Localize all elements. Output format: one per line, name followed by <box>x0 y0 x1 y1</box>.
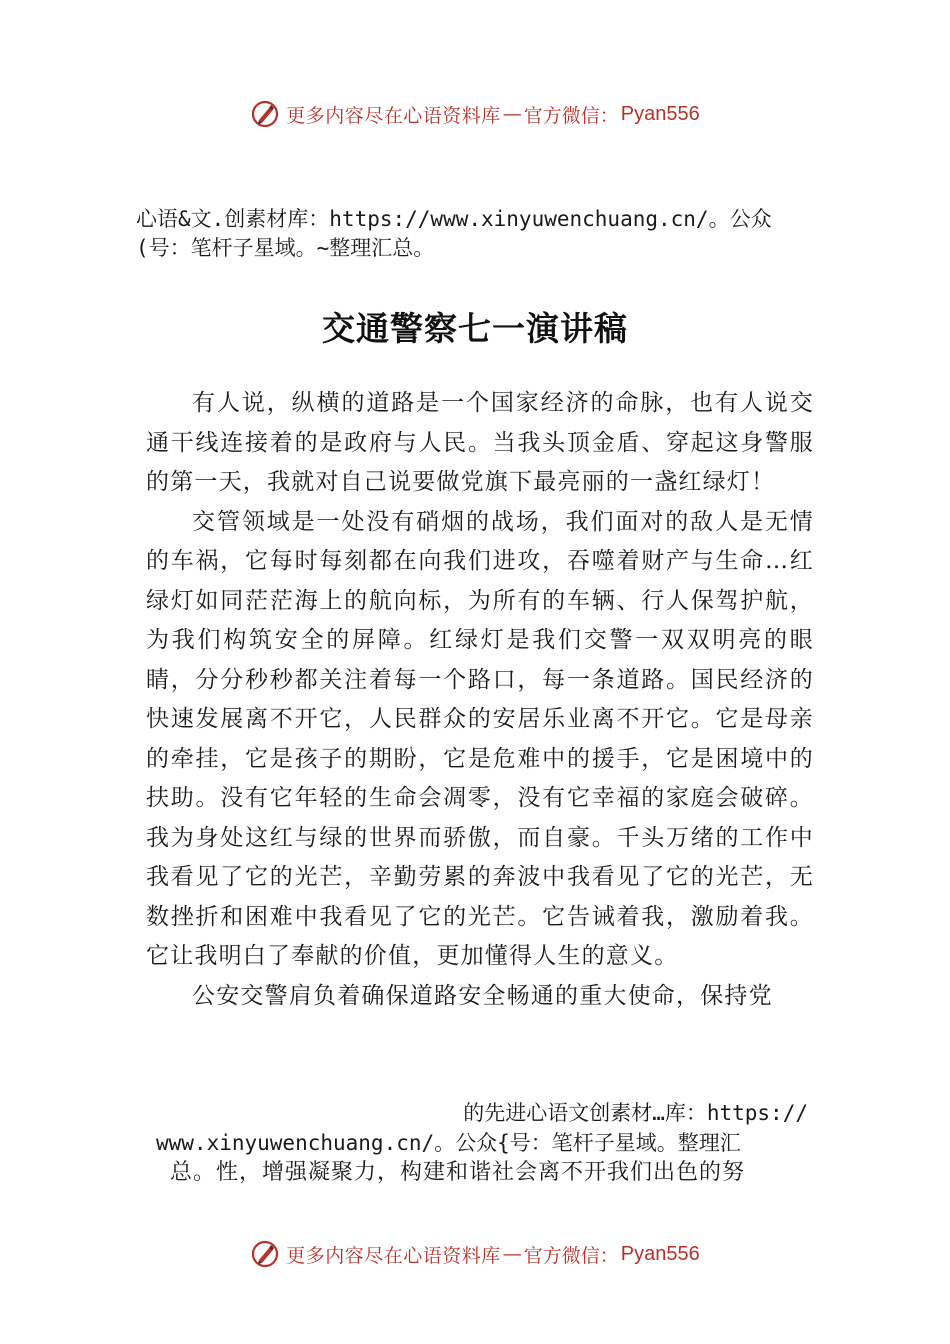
banner-separator: — <box>502 103 522 125</box>
document-title: 交通警察七一演讲稿 <box>322 309 628 348</box>
banner-slogan: 更多内容尽在心语资料库 <box>286 1244 501 1267</box>
pen-logo-icon <box>250 1239 280 1269</box>
pen-logo-icon <box>250 99 280 129</box>
document-body <box>146 384 814 1016</box>
banner-wechat-label: 官方微信： <box>523 104 619 127</box>
fragment-line: 的先进心语文创素材…库：https:// <box>463 1101 808 1125</box>
header-banner <box>0 94 950 134</box>
banner-separator: — <box>502 1243 522 1265</box>
source-note <box>136 205 836 263</box>
source-note-line: 心语&文.创素材库：https://www.xinyuwenchuang.cn/。公众 <box>136 207 772 231</box>
banner-wechat-id: Pyan556 <box>620 1242 700 1265</box>
paragraph: 交管领域是一处没有硝烟的战场，我们面对的敌人是无情的车祸，它每时每刻都在向我们进攻，吞噬着财产与生命…红绿灯如同茫茫海上的航向标，为所有的车辆、行人保驾护航，为我们构筑安全的屏障。红绿灯是我们交警一双双明亮的眼睛，分分秒秒都关注着每一个路口，每一条道路。国民经济的快速发展离不开它，人民群众的安居乐业离不开它。它是母亲的牵挂，它是孩子的期盼，它是危难中的援手，它是困境中的扶助。没有它年轻的生命会凋零，没有它幸福的家庭会破碎。我为身处这红与绿的世界而骄傲，而自豪。千头万绪的工作中我看见了它的光芒，辛勤劳累的奔波中我看见了它的光芒，无数挫折和困难中我看见了它的光芒。它告诫着我，激励着我。它让我明白了奉献的价值，更加懂得人生的意义。 <box>146 508 814 969</box>
banner-wechat-id: Pyan556 <box>620 102 700 125</box>
source-note-fragment <box>146 1098 814 1188</box>
footer-banner <box>0 1234 950 1274</box>
fragment-line: www.xinyuwenchuang.cn/。公众{号：笔杆子星域。整理汇 <box>156 1131 741 1155</box>
banner-wechat-label: 官方微信： <box>523 1244 619 1267</box>
source-note-line: (号：笔杆子星域。~整理汇总。 <box>136 236 435 260</box>
paragraph: 有人说，纵横的道路是一个国家经济的命脉，也有人说交通干线连接着的是政府与人民。当我头顶金盾、穿起这身警服的第一天，我就对自己说要做党旗下最亮丽的一盏红绿灯！ <box>146 390 814 495</box>
fragment-line: 总。性，增强凝聚力，构建和谐社会离不开我们出色的努 <box>170 1160 746 1185</box>
paragraph: 公安交警肩负着确保道路安全畅通的重大使命，保持党 <box>192 982 773 1009</box>
banner-slogan: 更多内容尽在心语资料库 <box>286 104 501 127</box>
